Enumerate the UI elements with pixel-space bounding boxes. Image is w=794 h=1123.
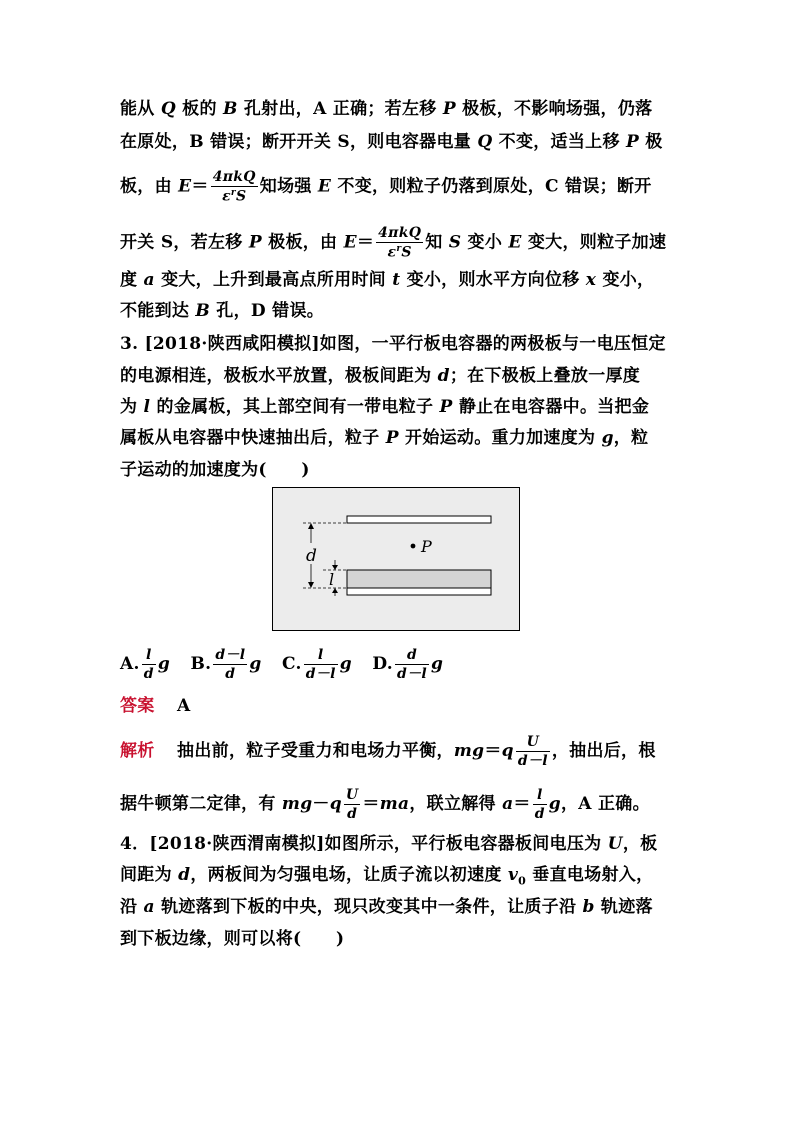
analysis-label: 解析: [120, 741, 155, 761]
fraction: $\frac{l}{d-l}$: [305, 647, 336, 682]
answer-line: [120, 695, 191, 717]
text: 在原处，B 错误；断开开关 S，则电容器电量: [120, 132, 478, 152]
question-4-line: 4．[2018·陕西渭南模拟]如图所示，平行板电容器板间电压为 U，板: [120, 834, 658, 854]
options-row: [120, 648, 443, 681]
analysis-line: 据牛顿第二定律，有 mg－q $\frac{U}{d}$ ＝ma，联立解得 a＝ $\frac{l}{d}$ g，A 正确。: [120, 787, 650, 822]
question-3-line: [120, 365, 640, 387]
capacitor-diagram: [273, 488, 521, 632]
solution-line: [120, 98, 652, 120]
var-s: S: [235, 188, 247, 205]
fraction: $\frac{U}{d-l}$: [517, 734, 548, 769]
var-b: B: [222, 99, 238, 119]
equals: ＝: [191, 176, 209, 197]
var-p: P: [625, 132, 640, 152]
var-e: E: [343, 232, 357, 253]
var-p: P: [248, 232, 262, 253]
subscript-r: r: [396, 244, 402, 254]
var-p: P: [385, 428, 399, 448]
fraction: $\frac{l}{d}$: [143, 647, 154, 682]
text: 极板，不影响场强，仍落: [455, 99, 653, 119]
equals: ＝: [356, 232, 375, 253]
label-l: l: [329, 570, 335, 589]
text: 开关 S，若左移: [120, 232, 249, 253]
capacitor-figure: [272, 487, 520, 631]
fraction: $\frac{d-l}{d}$: [215, 647, 246, 682]
text: 板，由: [120, 176, 179, 197]
text: 极板，由: [261, 232, 344, 253]
particle-dot: [411, 544, 416, 549]
text: 变小，: [596, 270, 655, 290]
var-p: P: [442, 99, 456, 119]
text: 开始运动。重力加速度为: [398, 428, 602, 448]
fraction: $\frac{l}{d}$: [534, 787, 545, 822]
text: 子运动的加速度为( ): [120, 460, 310, 480]
arrow-up-icon: [308, 523, 314, 529]
numerator: 4πkQ: [212, 169, 256, 185]
text: 孔，D 错误。: [210, 301, 325, 321]
text: 的金属板，其上部空间有一带电粒子: [150, 397, 440, 417]
var-e: E: [178, 176, 192, 197]
text: 变大，则粒子加速: [521, 232, 667, 253]
option-a: A. $\frac{l}{d}$ g: [120, 647, 170, 682]
answer-label: 答案: [120, 696, 155, 716]
question-3-line: [120, 333, 666, 355]
option-b: B. $\frac{d-l}{d}$ g: [190, 647, 262, 682]
solution-line: [120, 131, 663, 153]
question-3-line: [120, 427, 648, 449]
var-g: g: [601, 428, 614, 448]
solution-line: [120, 269, 654, 291]
text: 属板从电容器中快速抽出后，粒子: [120, 428, 386, 448]
answer-value: A: [177, 696, 191, 716]
numerator: 4πkQ: [378, 225, 422, 241]
option-c: C. $\frac{l}{d-l}$ g: [281, 647, 352, 682]
var-s: S: [401, 244, 412, 261]
var-t: t: [392, 270, 401, 290]
text: 不变，适当上移: [492, 132, 626, 152]
upper-plate: [347, 516, 491, 523]
solution-line: [120, 170, 652, 204]
text: 孔射出，A 正确；若左移: [237, 99, 443, 119]
text: 变小: [461, 232, 509, 253]
var-b: B: [195, 301, 211, 321]
var-a: a: [143, 270, 155, 290]
option-d: D. $\frac{d}{d-l}$ g: [372, 647, 444, 682]
text: 的电源相连，极板水平放置，极板间距为: [120, 366, 438, 386]
var-e: E: [317, 176, 332, 197]
var-x: x: [585, 270, 597, 290]
lower-plate: [347, 588, 491, 595]
text: 3. [2018·陕西咸阳模拟]如图，一平行板电容器的两极板与一电压恒定: [120, 334, 666, 354]
var-l: l: [143, 397, 151, 417]
var-q: Q: [477, 132, 493, 152]
text: 为: [120, 397, 144, 417]
text: 变小，则水平方向位移: [400, 270, 586, 290]
var-q: Q: [160, 99, 176, 119]
fraction: $\frac{d}{d-l}$: [397, 647, 428, 682]
text: ；在下极板上叠放一厚度: [449, 366, 641, 386]
metal-slab: [347, 570, 491, 588]
fraction: $\frac{U}{d}$: [345, 787, 359, 822]
text: 极: [639, 132, 663, 152]
epsilon: ε: [222, 188, 231, 205]
text: 板的: [175, 99, 223, 119]
text: 能从: [120, 99, 161, 119]
var-s: S: [448, 232, 462, 253]
text: 度: [120, 270, 144, 290]
text: 不变，则粒子仍落到原处，C 错误；断开: [331, 176, 652, 197]
text: 静止在电容器中。当把金: [452, 397, 650, 417]
text: 知: [425, 232, 449, 253]
question-3-line: [120, 396, 649, 418]
text: ，粒: [613, 428, 649, 448]
label-d: d: [306, 546, 317, 566]
question-4-line: 到下板边缘，则可以将( ): [120, 929, 345, 949]
solution-line: [120, 300, 324, 322]
fraction: [376, 226, 423, 260]
question-3-line: [120, 459, 310, 481]
fraction: [211, 170, 258, 204]
var-e: E: [508, 232, 522, 253]
var-d: d: [437, 366, 450, 386]
var-p: P: [439, 397, 453, 417]
analysis-line: 解析 抽出前，粒子受重力和电场力平衡，mg＝q $\frac{U}{d-l}$ ，抽出后，根: [120, 734, 656, 769]
solution-line: [120, 226, 666, 260]
text: 变大，上升到最高点所用时间: [154, 270, 393, 290]
label-p: P: [421, 537, 432, 556]
question-4-line: 间距为 d，两板间为匀强电场，让质子流以初速度 $v_0$ 垂直电场射入，: [120, 865, 654, 888]
text: 知场强: [259, 176, 318, 197]
text: 不能到达: [120, 301, 196, 321]
subscript-r: r: [230, 188, 236, 198]
arrow-down-icon: [308, 582, 314, 588]
question-4-line: 沿 a 轨迹落到下板的中央，现只改变其中一条件，让质子沿 b 轨迹落: [120, 897, 653, 917]
epsilon: ε: [387, 244, 397, 261]
